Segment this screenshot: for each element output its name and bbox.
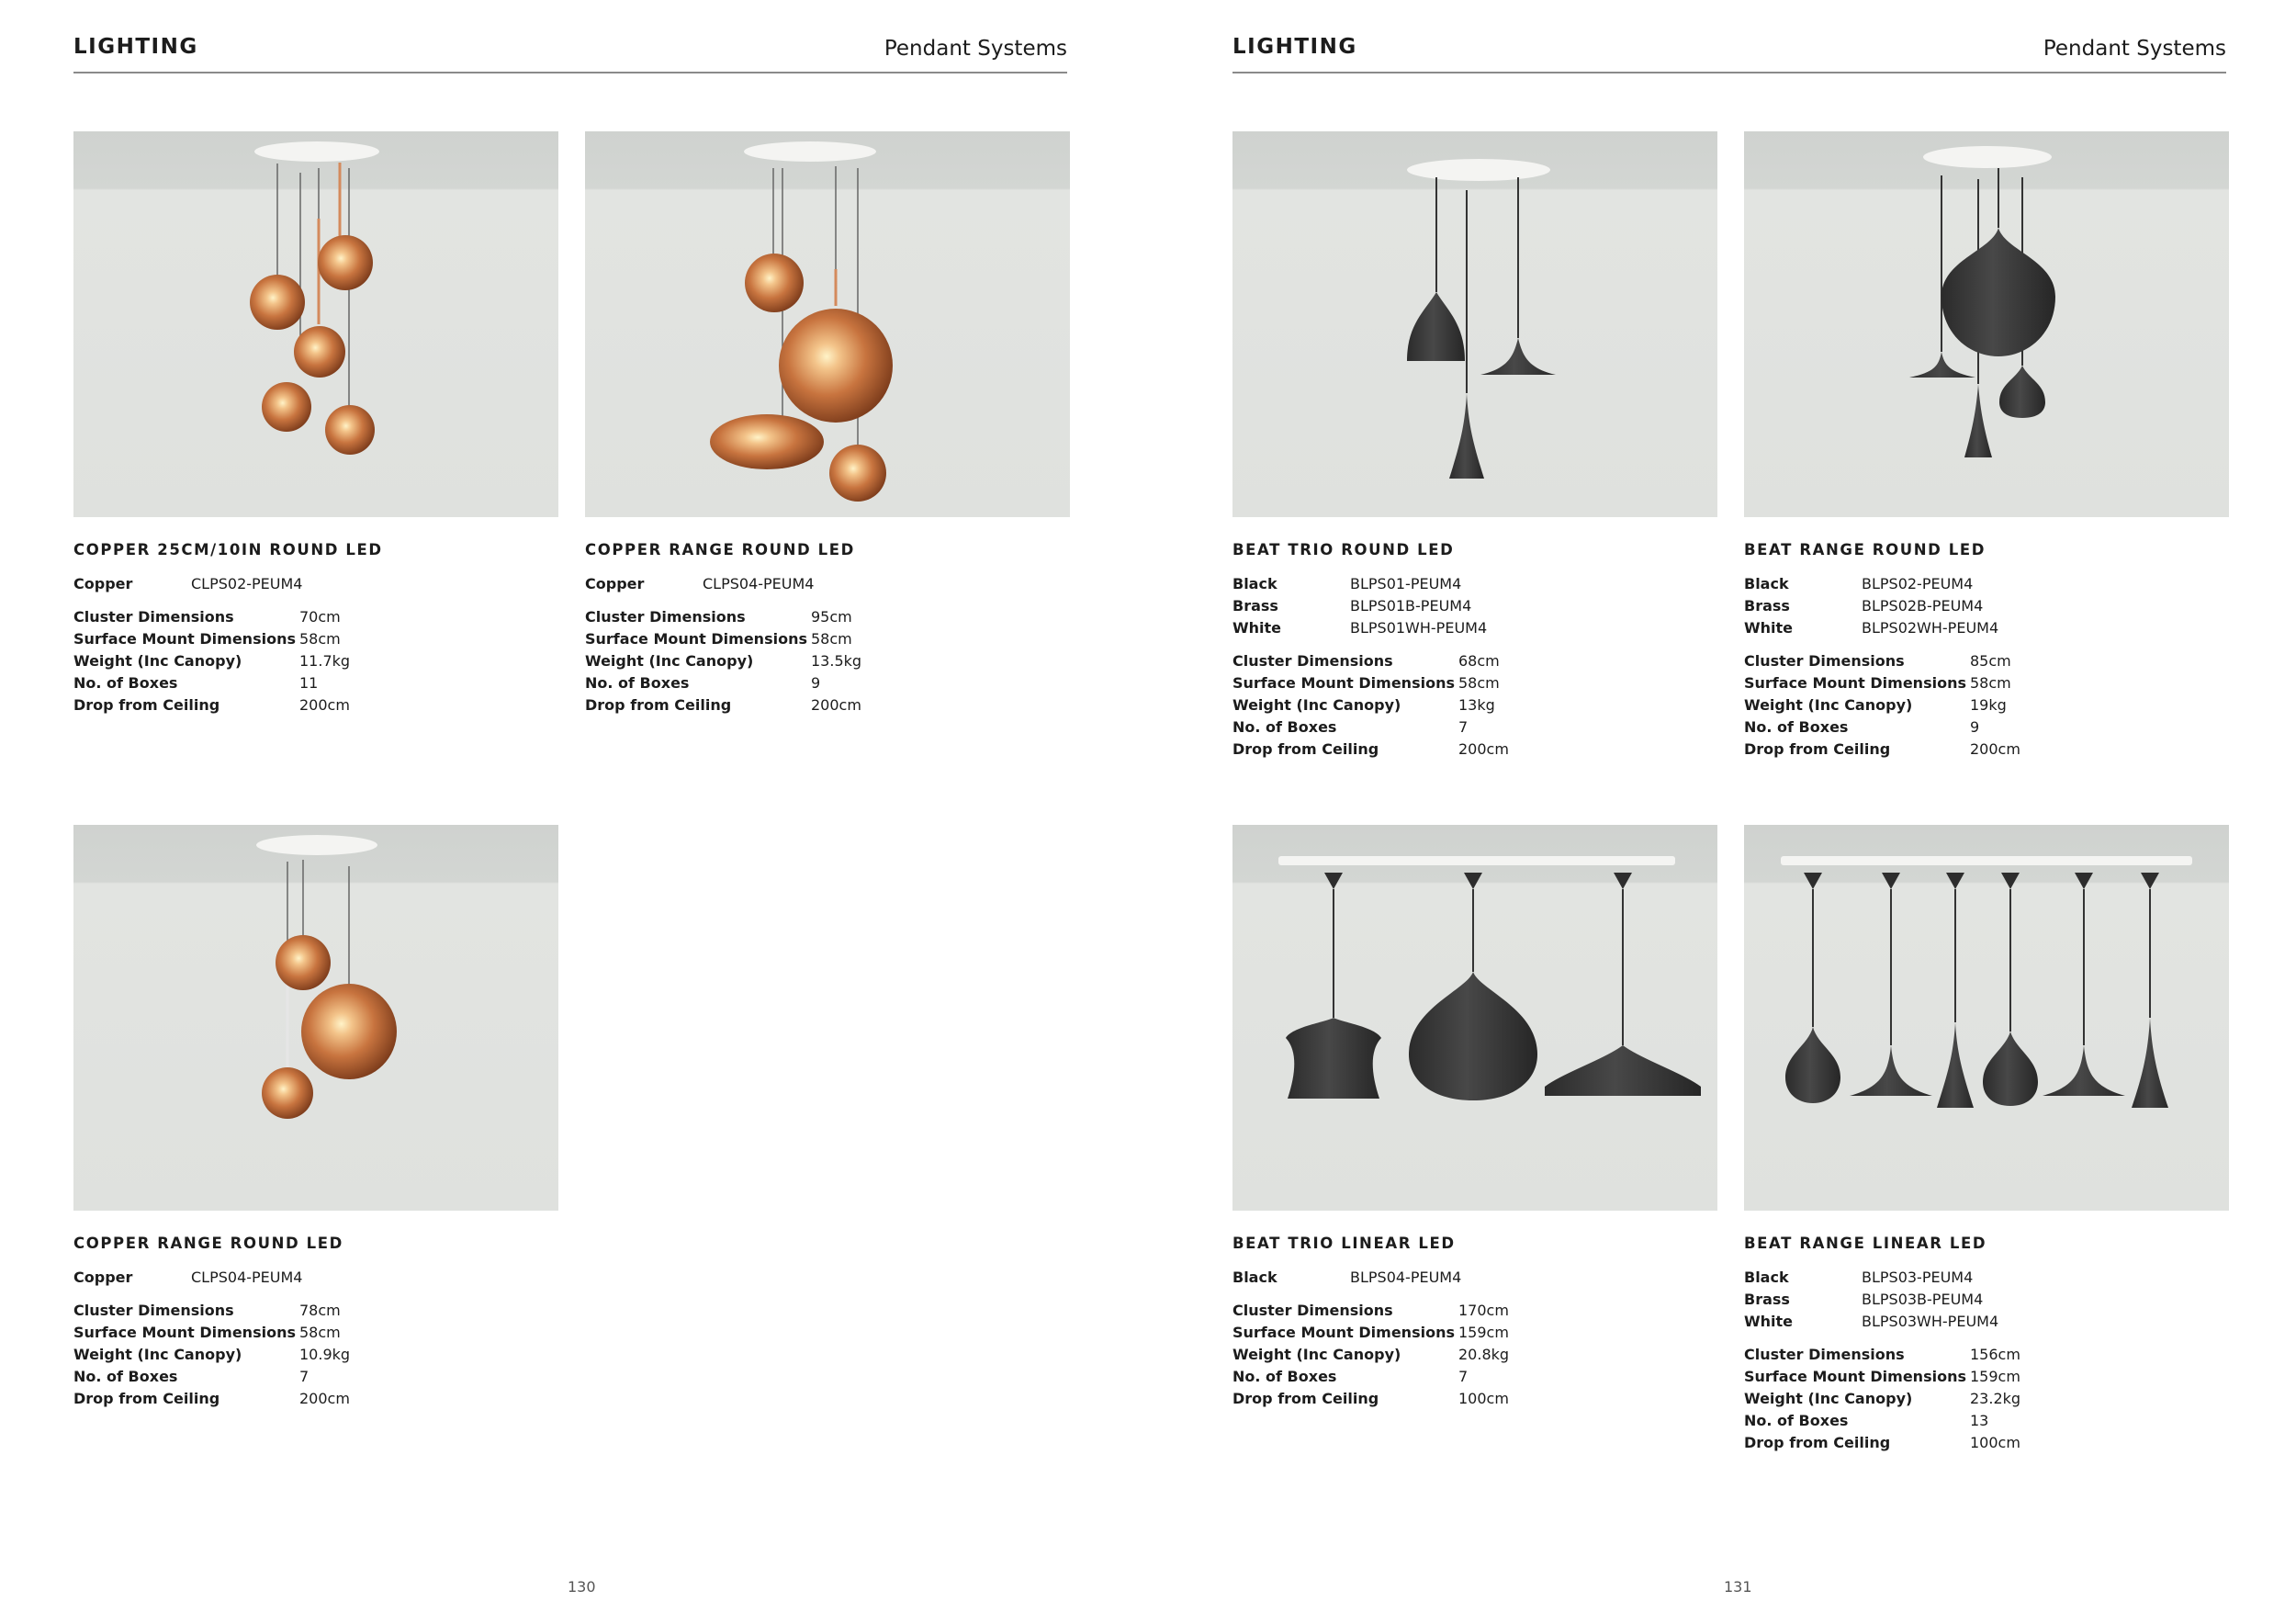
product-card — [1744, 131, 2229, 762]
page-header — [1232, 33, 2226, 73]
product-title: COPPER 25CM/10IN ROUND LED — [73, 541, 383, 558]
finish-code: BLPS03B-PEUM4 — [1862, 1291, 1984, 1308]
finish-row — [1744, 575, 2229, 597]
spec-value: 159cm — [1458, 1324, 1509, 1341]
spec-value: 7 — [1458, 718, 1469, 736]
spec-row — [73, 1368, 558, 1390]
spec-value: 11.7kg — [299, 652, 351, 670]
finish-list — [1232, 575, 1717, 641]
finish-row — [1744, 597, 2229, 619]
spec-row — [1232, 740, 1717, 762]
spec-label: Surface Mount Dimensions — [585, 630, 807, 648]
finish-name: Copper — [73, 575, 133, 592]
finish-row — [1744, 1313, 2229, 1335]
spec-list — [73, 1302, 558, 1412]
product-title: BEAT TRIO ROUND LED — [1232, 541, 1455, 558]
finish-list — [1744, 575, 2229, 641]
spec-label: No. of Boxes — [1232, 1368, 1337, 1385]
finish-row — [1232, 597, 1717, 619]
product-photo — [1744, 131, 2229, 517]
spec-label: No. of Boxes — [1744, 718, 1849, 736]
spec-value: 58cm — [1970, 674, 2011, 692]
spec-row — [1232, 674, 1717, 696]
spec-value: 9 — [1970, 718, 1980, 736]
spec-row — [73, 696, 558, 718]
finish-code: BLPS01WH-PEUM4 — [1350, 619, 1488, 637]
spec-row — [1744, 1346, 2229, 1368]
spec-row — [585, 652, 1070, 674]
finish-row — [1232, 619, 1717, 641]
spec-row — [73, 652, 558, 674]
finish-name: White — [1232, 619, 1282, 637]
finish-code: BLPS03WH-PEUM4 — [1862, 1313, 1999, 1330]
section-title: LIGHTING — [1232, 35, 1357, 59]
spec-row — [1744, 696, 2229, 718]
spec-value: 68cm — [1458, 652, 1500, 670]
right-page — [1148, 0, 2296, 1624]
spec-label: Weight (Inc Canopy) — [1232, 1346, 1401, 1363]
spec-row — [1232, 1324, 1717, 1346]
spec-row — [1232, 696, 1717, 718]
spec-value: 10.9kg — [299, 1346, 351, 1363]
finish-row — [1232, 1269, 1717, 1291]
product-photo — [1232, 131, 1717, 517]
finish-code: CLPS02-PEUM4 — [191, 575, 303, 592]
spec-row — [1232, 1368, 1717, 1390]
finish-row — [73, 1269, 558, 1291]
spec-value: 100cm — [1970, 1434, 2020, 1451]
spec-row — [585, 696, 1070, 718]
spec-row — [73, 1390, 558, 1412]
spec-value: 95cm — [811, 608, 852, 626]
spec-row — [73, 674, 558, 696]
section-title: LIGHTING — [73, 35, 198, 59]
spec-value: 13 — [1970, 1412, 1989, 1429]
spec-label: Cluster Dimensions — [1744, 1346, 1905, 1363]
spec-row — [585, 674, 1070, 696]
spec-row — [1744, 652, 2229, 674]
spec-row — [1232, 1346, 1717, 1368]
spec-label: Cluster Dimensions — [73, 1302, 234, 1319]
category-title: Pendant Systems — [2043, 37, 2226, 61]
spec-row — [1744, 1390, 2229, 1412]
spec-row — [1744, 740, 2229, 762]
finish-code: BLPS02WH-PEUM4 — [1862, 619, 1999, 637]
finish-code: BLPS03-PEUM4 — [1862, 1269, 1974, 1286]
spec-value: 200cm — [1970, 740, 2020, 758]
finish-name: Black — [1744, 1269, 1789, 1286]
product-title: BEAT TRIO LINEAR LED — [1232, 1235, 1456, 1252]
spec-label: Drop from Ceiling — [73, 1390, 220, 1407]
spec-label: Weight (Inc Canopy) — [1232, 696, 1401, 714]
finish-name: Copper — [73, 1269, 133, 1286]
finish-name: Black — [1744, 575, 1789, 592]
finish-list — [1232, 1269, 1717, 1291]
product-title: COPPER RANGE ROUND LED — [585, 541, 855, 558]
spec-list — [1744, 652, 2229, 762]
product-title: BEAT RANGE LINEAR LED — [1744, 1235, 1987, 1252]
finish-code: CLPS04-PEUM4 — [703, 575, 815, 592]
finish-name: Brass — [1232, 597, 1278, 615]
product-photo — [1744, 825, 2229, 1211]
spec-value: 100cm — [1458, 1390, 1509, 1407]
finish-list — [73, 575, 558, 597]
finish-name: Copper — [585, 575, 645, 592]
spec-list — [1744, 1346, 2229, 1456]
spec-label: Cluster Dimensions — [1232, 1302, 1393, 1319]
finish-list — [585, 575, 1070, 597]
spec-row — [73, 1302, 558, 1324]
spec-label: Surface Mount Dimensions — [1744, 1368, 1966, 1385]
spec-row — [1744, 674, 2229, 696]
spec-value: 200cm — [299, 1390, 350, 1407]
category-title: Pendant Systems — [884, 37, 1067, 61]
finish-name: Brass — [1744, 1291, 1790, 1308]
spec-row — [585, 630, 1070, 652]
spec-label: No. of Boxes — [1744, 1412, 1849, 1429]
spec-value: 58cm — [299, 1324, 341, 1341]
finish-list — [73, 1269, 558, 1291]
spec-label: Drop from Ceiling — [585, 696, 732, 714]
spec-row — [73, 1346, 558, 1368]
spec-label: No. of Boxes — [73, 674, 178, 692]
finish-code: BLPS01-PEUM4 — [1350, 575, 1462, 592]
spec-row — [1232, 1302, 1717, 1324]
spec-value: 20.8kg — [1458, 1346, 1510, 1363]
spec-value: 200cm — [811, 696, 861, 714]
spec-label: Surface Mount Dimensions — [73, 1324, 296, 1341]
product-photo — [1232, 825, 1717, 1211]
spec-label: Cluster Dimensions — [585, 608, 746, 626]
finish-name: Brass — [1744, 597, 1790, 615]
product-title: BEAT RANGE ROUND LED — [1744, 541, 1986, 558]
finish-code: BLPS01B-PEUM4 — [1350, 597, 1472, 615]
spec-value: 7 — [1458, 1368, 1469, 1385]
product-card — [73, 825, 558, 1412]
spec-value: 70cm — [299, 608, 341, 626]
finish-code: BLPS02B-PEUM4 — [1862, 597, 1984, 615]
spec-value: 23.2kg — [1970, 1390, 2021, 1407]
finish-name: White — [1744, 619, 1794, 637]
spec-row — [1744, 1412, 2229, 1434]
product-card — [585, 131, 1070, 718]
spec-label: Drop from Ceiling — [1744, 740, 1891, 758]
finish-row — [585, 575, 1070, 597]
spec-label: Drop from Ceiling — [1744, 1434, 1891, 1451]
finish-row — [73, 575, 558, 597]
finish-row — [1744, 1269, 2229, 1291]
spec-value: 200cm — [299, 696, 350, 714]
product-card — [1744, 825, 2229, 1456]
spec-list — [1232, 652, 1717, 762]
spec-label: Cluster Dimensions — [1232, 652, 1393, 670]
spec-value: 58cm — [299, 630, 341, 648]
product-photo — [73, 825, 558, 1211]
spec-label: No. of Boxes — [73, 1368, 178, 1385]
page-header — [73, 33, 1067, 73]
spec-label: Drop from Ceiling — [1232, 1390, 1379, 1407]
spec-value: 13kg — [1458, 696, 1495, 714]
spec-row — [1744, 718, 2229, 740]
spec-value: 78cm — [299, 1302, 341, 1319]
spec-value: 85cm — [1970, 652, 2011, 670]
spec-label: Surface Mount Dimensions — [1232, 674, 1455, 692]
spec-label: Drop from Ceiling — [1232, 740, 1379, 758]
spec-label: Surface Mount Dimensions — [73, 630, 296, 648]
finish-code: BLPS04-PEUM4 — [1350, 1269, 1462, 1286]
spec-value: 58cm — [811, 630, 852, 648]
spec-row — [1232, 1390, 1717, 1412]
product-title: COPPER RANGE ROUND LED — [73, 1235, 343, 1252]
spec-label: Surface Mount Dimensions — [1744, 674, 1966, 692]
spec-row — [73, 608, 558, 630]
product-photo — [585, 131, 1070, 517]
finish-row — [1744, 619, 2229, 641]
spec-row — [585, 608, 1070, 630]
page-number: 130 — [568, 1578, 596, 1596]
spec-row — [1232, 652, 1717, 674]
finish-name: White — [1744, 1313, 1794, 1330]
spec-label: Drop from Ceiling — [73, 696, 220, 714]
spec-label: Weight (Inc Canopy) — [73, 1346, 242, 1363]
spec-row — [1744, 1368, 2229, 1390]
spec-value: 11 — [299, 674, 319, 692]
spec-value: 7 — [299, 1368, 310, 1385]
product-card — [73, 131, 558, 718]
finish-name: Black — [1232, 575, 1277, 592]
spec-list — [585, 608, 1070, 718]
finish-name: Black — [1232, 1269, 1277, 1286]
page-number: 131 — [1724, 1578, 1752, 1596]
spec-list — [1232, 1302, 1717, 1412]
spec-label: Weight (Inc Canopy) — [1744, 696, 1913, 714]
spec-label: Weight (Inc Canopy) — [73, 652, 242, 670]
spec-value: 19kg — [1970, 696, 2007, 714]
product-card — [1232, 825, 1717, 1412]
spec-label: No. of Boxes — [585, 674, 690, 692]
spec-row — [73, 1324, 558, 1346]
product-photo — [73, 131, 558, 517]
finish-code: CLPS04-PEUM4 — [191, 1269, 303, 1286]
spec-value: 58cm — [1458, 674, 1500, 692]
spec-label: No. of Boxes — [1232, 718, 1337, 736]
spec-list — [73, 608, 558, 718]
spec-label: Surface Mount Dimensions — [1232, 1324, 1455, 1341]
finish-list — [1744, 1269, 2229, 1335]
finish-row — [1744, 1291, 2229, 1313]
spec-row — [1744, 1434, 2229, 1456]
spec-value: 200cm — [1458, 740, 1509, 758]
spec-value: 13.5kg — [811, 652, 862, 670]
spec-value: 156cm — [1970, 1346, 2020, 1363]
spec-label: Weight (Inc Canopy) — [1744, 1390, 1913, 1407]
spec-label: Cluster Dimensions — [1744, 652, 1905, 670]
finish-code: BLPS02-PEUM4 — [1862, 575, 1974, 592]
finish-row — [1232, 575, 1717, 597]
spec-row — [1232, 718, 1717, 740]
product-card — [1232, 131, 1717, 762]
spec-value: 170cm — [1458, 1302, 1509, 1319]
spec-label: Cluster Dimensions — [73, 608, 234, 626]
spec-label: Weight (Inc Canopy) — [585, 652, 754, 670]
spec-value: 159cm — [1970, 1368, 2020, 1385]
spec-row — [73, 630, 558, 652]
spec-value: 9 — [811, 674, 821, 692]
